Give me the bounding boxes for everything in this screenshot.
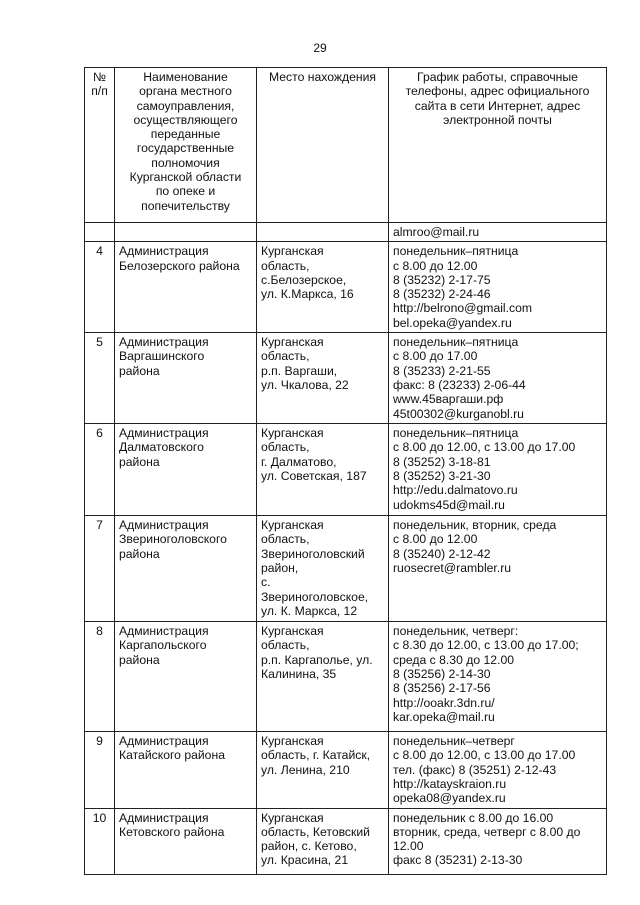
cell-line: с.Белозерское, — [261, 272, 347, 287]
guardianship-agencies-table — [84, 67, 607, 875]
cell-line: понедельник–пятница — [393, 335, 519, 350]
cell-line: с 8.30 до 12.00, с 13.00 до 17.00; — [393, 638, 579, 653]
cell-location — [257, 242, 389, 333]
cell-line: Администрация — [119, 624, 209, 639]
cell-num — [85, 223, 115, 242]
table-header — [85, 68, 607, 223]
cell-line: с 8.00 до 17.00 — [393, 349, 478, 364]
cell-line: http://edu.dalmatovo.ru — [393, 483, 518, 498]
cell-line: 8 (35240) 2-12-42 — [393, 546, 491, 561]
cell-line: с 8.00 до 12.00 — [393, 258, 478, 273]
header-name — [115, 68, 257, 223]
cell-line: район, с. Кетово, — [261, 839, 357, 854]
cell-line: almroo@mail.ru — [393, 225, 480, 239]
cell-location — [257, 516, 389, 622]
cell-line: факс 8 (35231) 2-13-30 — [393, 853, 523, 868]
continuation-row — [85, 223, 607, 242]
cell-line: понедельник, четверг: — [393, 624, 519, 639]
cell-line: р.п. Варгаши, — [261, 363, 338, 378]
cell-name — [115, 242, 257, 333]
cell-contacts — [389, 808, 607, 874]
header-contacts — [389, 68, 607, 223]
cell-line: 8 (35232) 2-17-75 — [393, 272, 491, 287]
page-number: 29 — [313, 41, 327, 55]
cell-line: http://belrono@gmail.com — [393, 301, 533, 316]
cell-line: 8 (35252) 3-18-81 — [393, 454, 491, 469]
cell-line: понедельник–пятница — [393, 244, 519, 259]
cell-line: с 8.00 до 12.00, с 13.00 до 17.00 — [393, 440, 576, 455]
cell-name — [115, 516, 257, 622]
cell-location — [257, 622, 389, 732]
cell-line: Калинина, 35 — [261, 666, 337, 681]
cell-line: сайта в сети Интернет, адрес — [414, 98, 581, 113]
cell-line: электронной почты — [443, 112, 552, 127]
cell-num: 10 — [85, 808, 115, 874]
cell-line: переданные — [150, 127, 221, 142]
cell-line: ruosecret@rambler.ru — [393, 560, 512, 575]
cell-name — [115, 622, 257, 732]
table-body — [85, 223, 607, 875]
cell-location — [257, 424, 389, 516]
cell-line: Курганская — [261, 734, 324, 749]
cell-line: вторник, среда, четверг с 8.00 до — [393, 824, 581, 839]
table-row — [85, 242, 607, 333]
cell-line: с 8.00 до 12.00 — [393, 532, 478, 547]
cell-line: Звериноголовское, — [261, 589, 369, 604]
cell-line: ул. К.Маркса, 16 — [261, 287, 354, 302]
cell-line: Администрация — [119, 244, 209, 259]
cell-line: среда с 8.30 до 12.00 — [393, 652, 515, 667]
cell-line: 45t00302@kurganobl.ru — [393, 406, 524, 421]
cell-line: Катайского района — [119, 748, 225, 763]
cell-line: района — [119, 652, 160, 667]
cell-line: Курганская — [261, 518, 324, 533]
cell-line: ул. Ленина, 210 — [261, 762, 350, 777]
cell-line: 8 (35252) 3-21-30 — [393, 468, 491, 483]
cell-num: 4 — [85, 242, 115, 333]
cell-line: Место нахождения — [268, 70, 377, 84]
cell-line: область, — [261, 638, 310, 653]
cell-num: 8 — [85, 622, 115, 732]
cell-line: Каргапольского — [119, 638, 207, 653]
cell-line: 8 (35233) 2-21-55 — [393, 363, 491, 378]
cell-line: http://ooakr.3dn.ru/ — [393, 695, 495, 710]
cell-line: область, — [261, 258, 310, 273]
cell-contacts — [389, 223, 607, 242]
cell-line: № — [92, 70, 107, 84]
cell-line: с. — [261, 575, 271, 590]
cell-line: 8 (35232) 2-24-46 — [393, 287, 491, 302]
cell-line: самоуправления, — [136, 98, 235, 113]
cell-name — [115, 732, 257, 808]
cell-line: opeka08@yandex.ru — [393, 791, 506, 806]
cell-location — [257, 732, 389, 808]
table-row — [85, 516, 607, 622]
cell-num: 5 — [85, 333, 115, 424]
cell-line: Курганской области — [129, 170, 242, 185]
cell-contacts — [389, 242, 607, 333]
cell-line: область, — [261, 440, 310, 455]
cell-line: область, г. Катайск, — [261, 748, 371, 763]
cell-location — [257, 333, 389, 424]
cell-line: График работы, справочные — [417, 70, 578, 84]
cell-name — [115, 808, 257, 874]
cell-line: полномочия — [151, 155, 220, 170]
cell-line: Далматовского — [119, 440, 204, 455]
cell-line: 8 (35256) 2-14-30 — [393, 666, 491, 681]
cell-line: ул. Советская, 187 — [261, 468, 367, 483]
cell-line: понедельник–четверг — [393, 734, 515, 749]
cell-line: область, Кетовский — [261, 824, 370, 839]
cell-num: 9 — [85, 732, 115, 808]
cell-num: 6 — [85, 424, 115, 516]
cell-contacts — [389, 732, 607, 808]
cell-line: Белозерского района — [119, 258, 240, 273]
cell-line: www.45варгаши.рф — [393, 392, 504, 407]
cell-line: 8 (35256) 2-17-56 — [393, 681, 491, 696]
cell-line: Варгашинского — [119, 349, 205, 364]
cell-line: область, — [261, 349, 310, 364]
cell-line: района — [119, 454, 160, 469]
table-row — [85, 732, 607, 808]
cell-line: органа местного — [139, 84, 232, 99]
cell-contacts — [389, 622, 607, 732]
table-row — [85, 622, 607, 732]
cell-line: осуществляющего — [133, 112, 238, 127]
cell-contacts — [389, 333, 607, 424]
cell-line: ул. К. Маркса, 12 — [261, 603, 358, 618]
cell-name — [115, 223, 257, 242]
header-location — [257, 68, 389, 223]
cell-line: с 8.00 до 12.00, с 13.00 до 17.00 — [393, 748, 576, 763]
cell-contacts — [389, 424, 607, 516]
header-row — [85, 68, 607, 223]
cell-line: Курганская — [261, 335, 324, 350]
cell-line: понедельник–пятница — [393, 426, 519, 441]
cell-line: udokms45d@mail.ru — [393, 497, 505, 512]
cell-location — [257, 223, 389, 242]
cell-line: Звериноголовский — [261, 546, 365, 561]
cell-line: государственные — [136, 141, 235, 156]
cell-line: Курганская — [261, 624, 324, 639]
cell-line: Курганская — [261, 810, 324, 825]
table-row — [85, 424, 607, 516]
cell-line: р.п. Каргаполье, ул. — [261, 652, 373, 667]
cell-line: Администрация — [119, 426, 209, 441]
cell-line: факс: 8 (23233) 2-06-44 — [393, 377, 526, 392]
cell-line: понедельник с 8.00 до 16.00 — [393, 810, 554, 825]
cell-line: Кетовского района — [119, 824, 225, 839]
cell-line: Администрация — [119, 810, 209, 825]
cell-location — [257, 808, 389, 874]
cell-line: понедельник, вторник, среда — [393, 518, 557, 533]
cell-line: района — [119, 546, 160, 561]
cell-line: тел. (факс) 8 (35251) 2-12-43 — [393, 762, 557, 777]
cell-name — [115, 424, 257, 516]
cell-line: попечительству — [141, 198, 230, 213]
cell-line: п/п — [91, 84, 108, 99]
cell-line: Курганская — [261, 426, 324, 441]
cell-line: г. Далматово, — [261, 454, 337, 469]
cell-line: ул. Чкалова, 22 — [261, 377, 349, 392]
cell-line: bel.opeka@yandex.ru — [393, 315, 512, 330]
cell-line: района — [119, 363, 160, 378]
cell-line: Наименование — [143, 70, 228, 84]
cell-line: район, — [261, 560, 299, 575]
header-num — [85, 68, 115, 223]
cell-line: kar.opeka@mail.ru — [393, 709, 495, 724]
cell-line: по опеке и — [155, 184, 216, 199]
cell-line: Администрация — [119, 518, 209, 533]
cell-num: 7 — [85, 516, 115, 622]
cell-line: 12.00 — [393, 839, 424, 854]
cell-line: Курганская — [261, 244, 324, 259]
cell-name — [115, 333, 257, 424]
cell-line: телефоны, адрес официального — [405, 84, 590, 99]
table-row — [85, 808, 607, 874]
cell-line: ул. Красина, 21 — [261, 853, 349, 868]
cell-line: Звериноголовского — [119, 532, 227, 547]
cell-line: Администрация — [119, 734, 209, 749]
table-row — [85, 333, 607, 424]
cell-line: Администрация — [119, 335, 209, 350]
cell-line: http://katayskraion.ru — [393, 776, 507, 791]
cell-contacts — [389, 516, 607, 622]
cell-line: область, — [261, 532, 310, 547]
